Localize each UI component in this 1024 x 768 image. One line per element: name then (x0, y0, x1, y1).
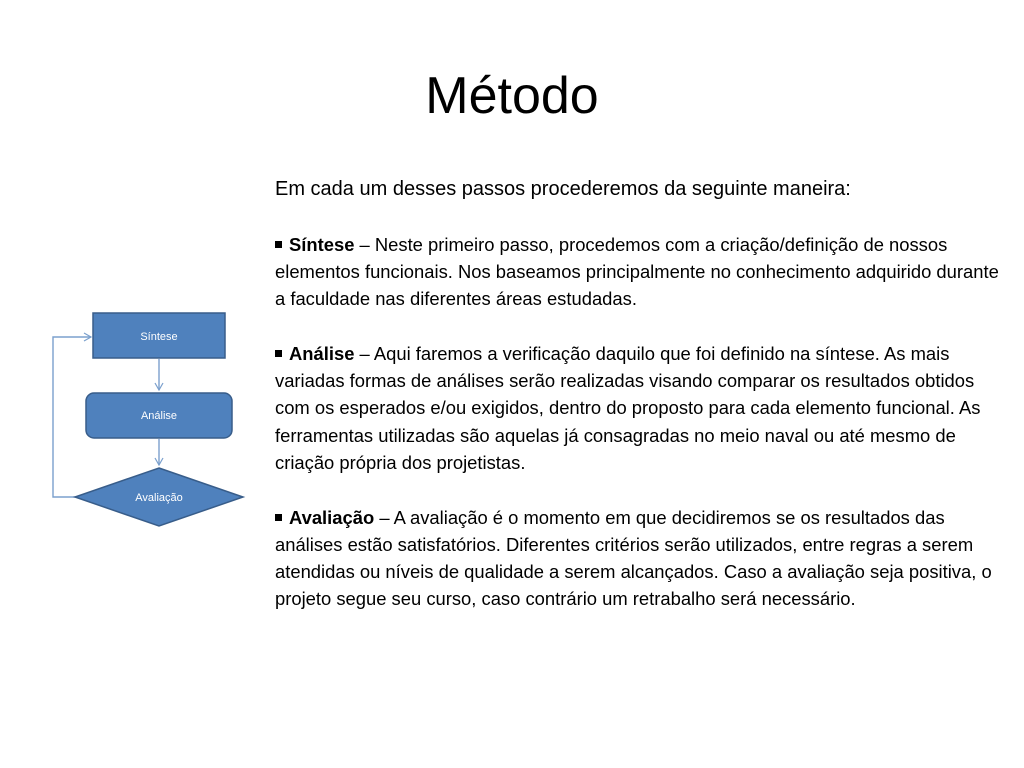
step-description: – A avaliação é o momento em que decidiremos se os resultados das análises estão satisfatórios. Diferentes critérios serão utilizados, entre regras a serem atendidas ou níveis de qualidade a serem alcançados. Caso a avaliação seja positiva, o projeto segue seu curso, caso contrário um retrabalho será necessário. (275, 506, 992, 610)
bullet-square-icon (275, 241, 282, 248)
step-description: – Neste primeiro passo, procedemos com a criação/definição de nossos elementos funcionais. Nos baseamos principalmente no conhecimento adquirido durante a faculdade nas diferentes áreas estudadas. (275, 233, 999, 310)
bullet-square-icon (275, 514, 282, 521)
flowchart-diagram (40, 300, 260, 540)
step-description: – Aqui faremos a verificação daquilo que foi definido na síntese. As mais variadas formas de análises serão realizadas visando comparar os resultados obtidos com os esperados e/ou exigidos, dentro do proposto para cada elemento funcional. As ferramentas utilizadas são aquelas já consagradas no meio naval ou até mesmo de criação própria dos projetistas. (275, 342, 981, 473)
flowchart-node-sintese (93, 313, 225, 358)
slide-title: Método (425, 67, 599, 125)
step-name: Avaliação (289, 506, 375, 528)
step-name: Síntese (289, 233, 355, 255)
flowchart-node-avaliacao-label: Avaliação (135, 492, 183, 504)
flowchart-node-analise-label: Análise (140, 410, 178, 422)
step-name: Análise (289, 342, 355, 364)
intro-text: Em cada um desses passos procederemos da seguinte maneira: (275, 178, 851, 200)
content-body (275, 176, 1000, 613)
step-sintese (275, 231, 1000, 313)
bullet-square-icon (275, 350, 282, 357)
flowchart-node-analise (86, 393, 232, 438)
step-analise (275, 340, 1000, 476)
flowchart-node-sintese-label: Síntese (140, 331, 178, 343)
step-avaliacao (275, 504, 1000, 613)
flowchart-node-avaliacao (75, 468, 243, 526)
